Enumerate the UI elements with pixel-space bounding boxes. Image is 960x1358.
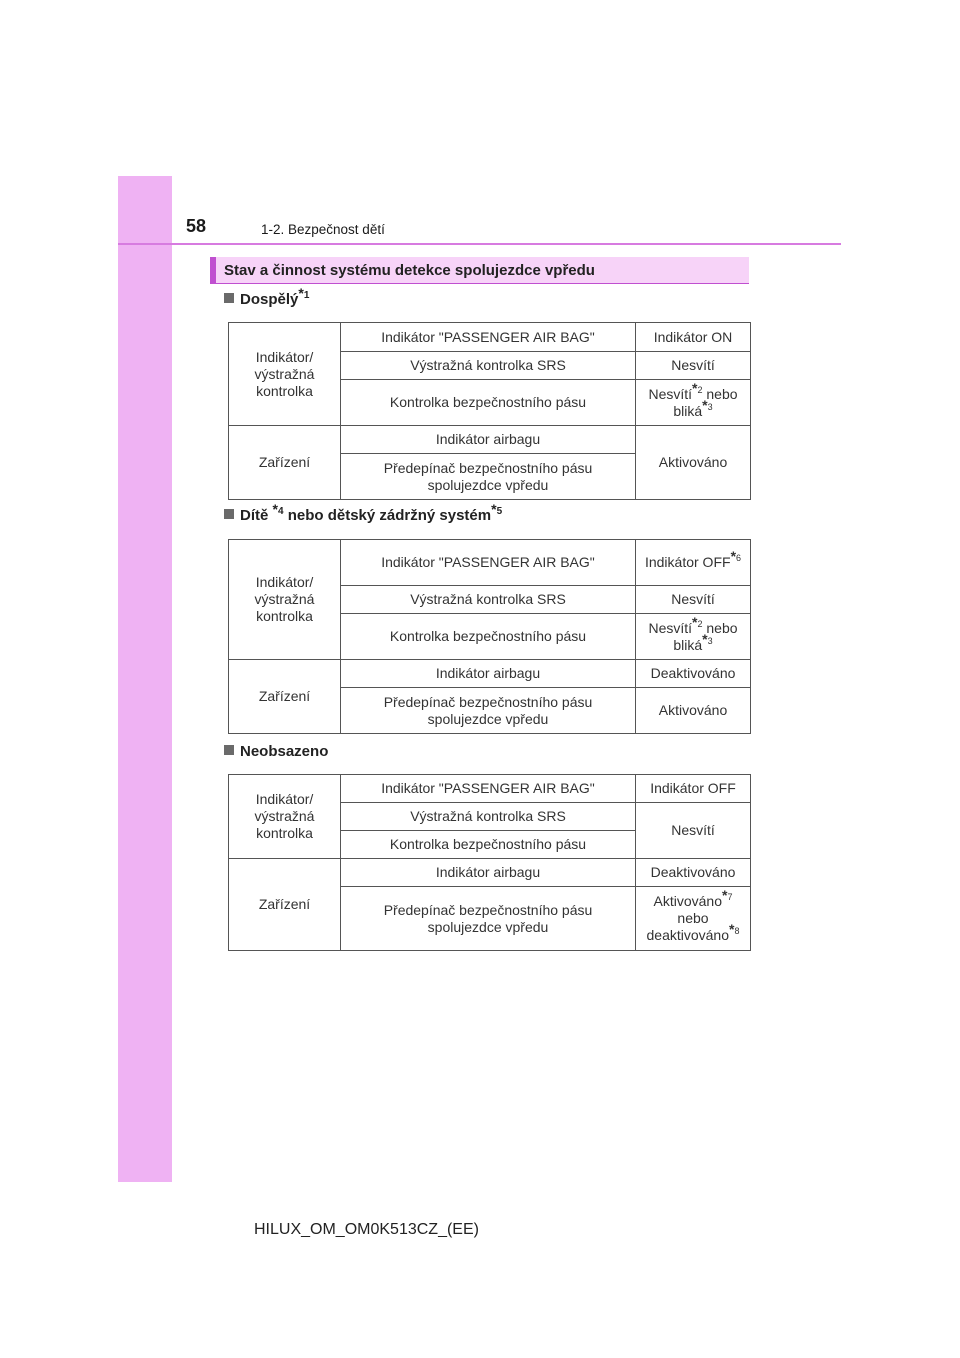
item-cell: Indikátor "PASSENGER AIR BAG" bbox=[341, 323, 636, 352]
item-cell: Indikátor airbagu bbox=[341, 660, 636, 688]
table-empty bbox=[228, 774, 751, 951]
case-heading-child: Dítě $^{*4}$ nebo dětský zádržný systém$^{*5}$ bbox=[224, 507, 502, 524]
state-cell: Nesvítí$^{*2}$ nebo bliká$^{*3}$ bbox=[636, 380, 751, 426]
state-cell: Indikátor ON bbox=[636, 323, 751, 352]
state-cell: Nesvítí$^{*2}$ nebo bliká$^{*3}$ bbox=[636, 614, 751, 660]
item-cell: Výstražná kontrolka SRS bbox=[341, 803, 636, 831]
item-cell: Kontrolka bezpečnostního pásu bbox=[341, 380, 636, 426]
state-cell: Nesvítí bbox=[636, 586, 751, 614]
state-cell: Indikátor OFF$^{*6}$ bbox=[636, 540, 751, 586]
group-cell: Zařízení bbox=[229, 660, 341, 734]
bullet-square-icon bbox=[224, 745, 234, 755]
state-cell: Deaktivováno bbox=[636, 859, 751, 887]
item-cell: Kontrolka bezpečnostního pásu bbox=[341, 831, 636, 859]
topic-heading: Stav a činnost systému detekce spolujezdce vpředu bbox=[210, 257, 749, 284]
group-cell: Zařízení bbox=[229, 426, 341, 500]
item-cell: Předepínač bezpečnostního pásu spolujezdce vpředu bbox=[341, 454, 636, 500]
group-cell: Indikátor/ výstražná kontrolka bbox=[229, 323, 341, 426]
group-cell: Indikátor/ výstražná kontrolka bbox=[229, 775, 341, 859]
case-heading-empty: Neobsazeno bbox=[224, 743, 328, 760]
item-cell: Výstražná kontrolka SRS bbox=[341, 352, 636, 380]
header-rule bbox=[118, 243, 841, 245]
document-code: HILUX_OM_OM0K513CZ_(EE) bbox=[254, 1221, 479, 1238]
case-heading-adult: Dospělý$^{*1}$ bbox=[224, 291, 309, 308]
state-cell: Aktivováno$^{*7}$ nebo deaktivováno$^{*8}$ bbox=[636, 887, 751, 951]
side-margin-band bbox=[118, 176, 172, 1182]
item-cell: Kontrolka bezpečnostního pásu bbox=[341, 614, 636, 660]
item-cell: Výstražná kontrolka SRS bbox=[341, 586, 636, 614]
bullet-square-icon bbox=[224, 509, 234, 519]
section-title: 1-2. Bezpečnost dětí bbox=[261, 222, 385, 237]
item-cell: Indikátor "PASSENGER AIR BAG" bbox=[341, 775, 636, 803]
item-cell: Předepínač bezpečnostního pásu spolujezdce vpředu bbox=[341, 887, 636, 951]
state-cell: Nesvítí bbox=[636, 803, 751, 859]
item-cell: Předepínač bezpečnostního pásu spolujezdce vpředu bbox=[341, 688, 636, 734]
state-cell: Aktivováno bbox=[636, 426, 751, 500]
state-cell: Nesvítí bbox=[636, 352, 751, 380]
group-cell: Indikátor/ výstražná kontrolka bbox=[229, 540, 341, 660]
item-cell: Indikátor airbagu bbox=[341, 426, 636, 454]
bullet-square-icon bbox=[224, 293, 234, 303]
page-number: 58 bbox=[186, 216, 207, 236]
state-cell: Indikátor OFF bbox=[636, 775, 751, 803]
item-cell: Indikátor airbagu bbox=[341, 859, 636, 887]
state-cell: Deaktivováno bbox=[636, 660, 751, 688]
group-cell: Zařízení bbox=[229, 859, 341, 951]
item-cell: Indikátor "PASSENGER AIR BAG" bbox=[341, 540, 636, 586]
state-cell: Aktivováno bbox=[636, 688, 751, 734]
table-child bbox=[228, 539, 751, 734]
table-adult bbox=[228, 322, 751, 500]
